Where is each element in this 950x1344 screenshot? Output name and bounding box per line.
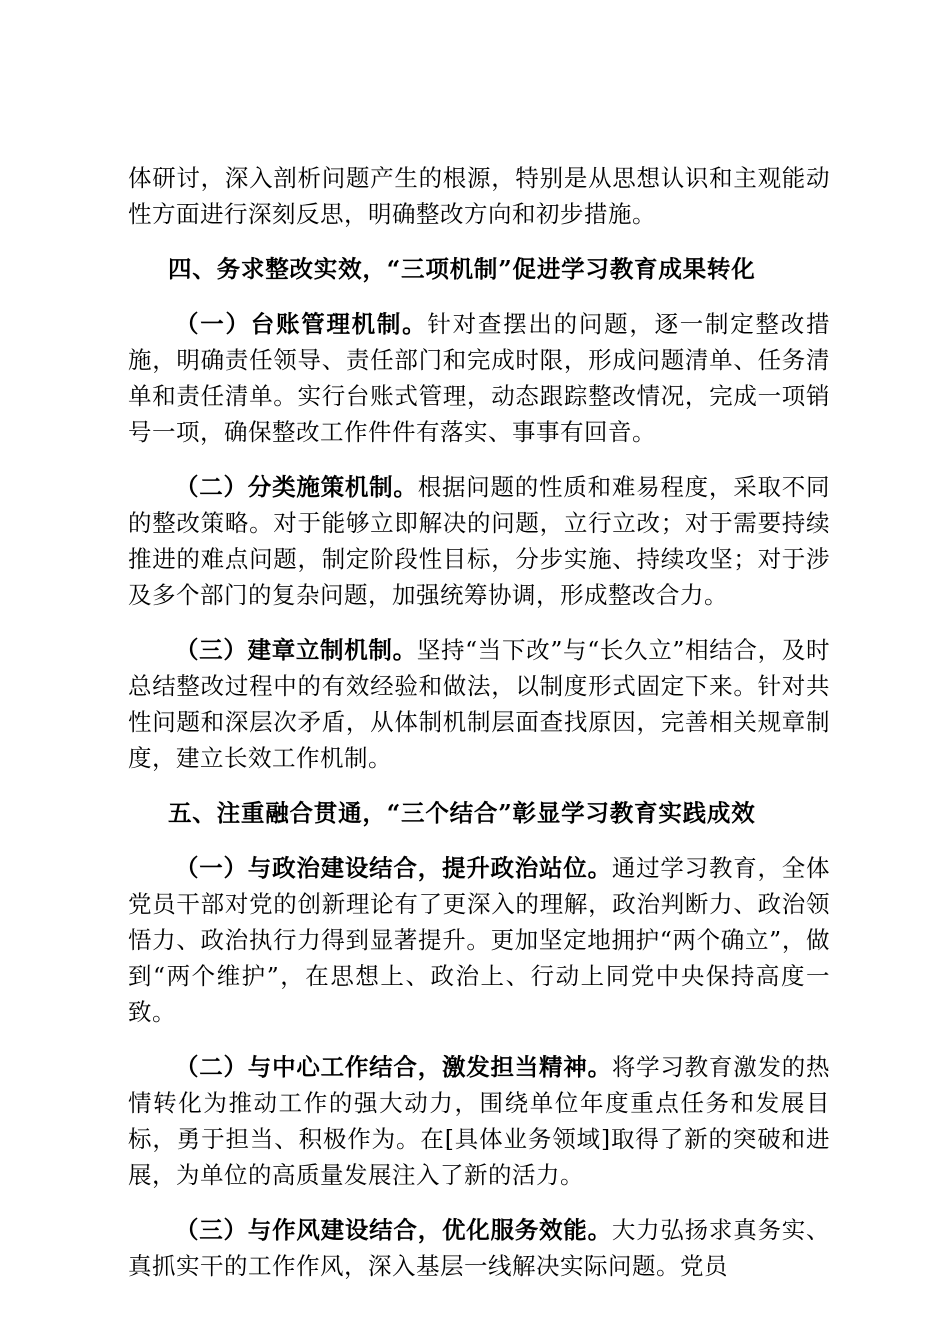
paragraph-lead: （二）分类施策机制。	[175, 473, 418, 501]
paragraph-lead: （三）建章立制机制。	[175, 636, 417, 664]
paragraph-body: 坚持“当下改”与“长久立”相结合，及时总结整改过程中的有效经验和做法，以制度形式固定下来。针对共性问题和深层次矛盾，从体制机制层面查找原因，完善相关规章制度，建立长效工作机制。	[128, 636, 830, 772]
paragraph-body: 根据问题的性质和难易程度，采取不同的整改策略。对于能够立即解决的问题，立行立改；对于需要持续推进的难点问题，制定阶段性目标，分步实施、持续攻坚；对于涉及多个部门的复杂问题，加强统筹协调，形成整改合力。	[128, 473, 831, 609]
section-heading-four: 四、务求整改实效，“三项机制”促进学习教育成果转化	[168, 255, 756, 283]
paragraph-lead: （一）台账管理机制。	[175, 310, 428, 338]
paragraph-central-work	[128, 1049, 830, 1193]
paragraph-lead: （三）与作风建设结合，优化服务效能。	[175, 1216, 612, 1244]
paragraph-classified-mechanism	[128, 469, 830, 613]
paragraph-institution-mechanism	[128, 632, 830, 776]
paragraph-ledger-mechanism	[128, 306, 830, 450]
document-page	[128, 160, 830, 1303]
paragraph-political-building	[128, 850, 830, 1030]
paragraph-continuation	[128, 160, 830, 232]
paragraph-body: 体研讨，深入剖析问题产生的根源，特别是从思想认识和主观能动性方面进行深刻反思，明确整改方向和初步措施。	[128, 164, 830, 228]
paragraph-lead: （二）与中心工作结合，激发担当精神。	[175, 1053, 612, 1081]
paragraph-body: 大力弘扬求真务实、真抓实干的工作作风，深入基层一线解决实际问题。党员	[128, 1216, 831, 1280]
paragraph-body: 将学习教育激发的热情转化为推动工作的强大动力，围绕单位年度重点任务和发展目标，勇于担当、积极作为。在[具体业务领域]取得了新的突破和进展，为单位的高质量发展注入了新的活力。	[128, 1053, 831, 1189]
paragraph-body: 通过学习教育，全体党员干部对党的创新理论有了更深入的理解，政治判断力、政治领悟力、政治执行力得到显著提升。更加坚定地拥护“两个确立”，做到“两个维护”，在思想上、政治上、行动上同党中央保持高度一致。	[128, 854, 831, 1026]
paragraph-lead: （一）与政治建设结合，提升政治站位。	[175, 854, 612, 882]
paragraph-work-style	[128, 1212, 830, 1284]
section-heading-five: 五、注重融合贯通，“三个结合”彰显学习教育实践成效	[168, 799, 756, 827]
paragraph-body: 针对查摆出的问题，逐一制定整改措施，明确责任领导、责任部门和完成时限，形成问题清单、任务清单和责任清单。实行台账式管理，动态跟踪整改情况，完成一项销号一项，确保整改工作件件有落实、事事有回音。	[128, 310, 831, 446]
